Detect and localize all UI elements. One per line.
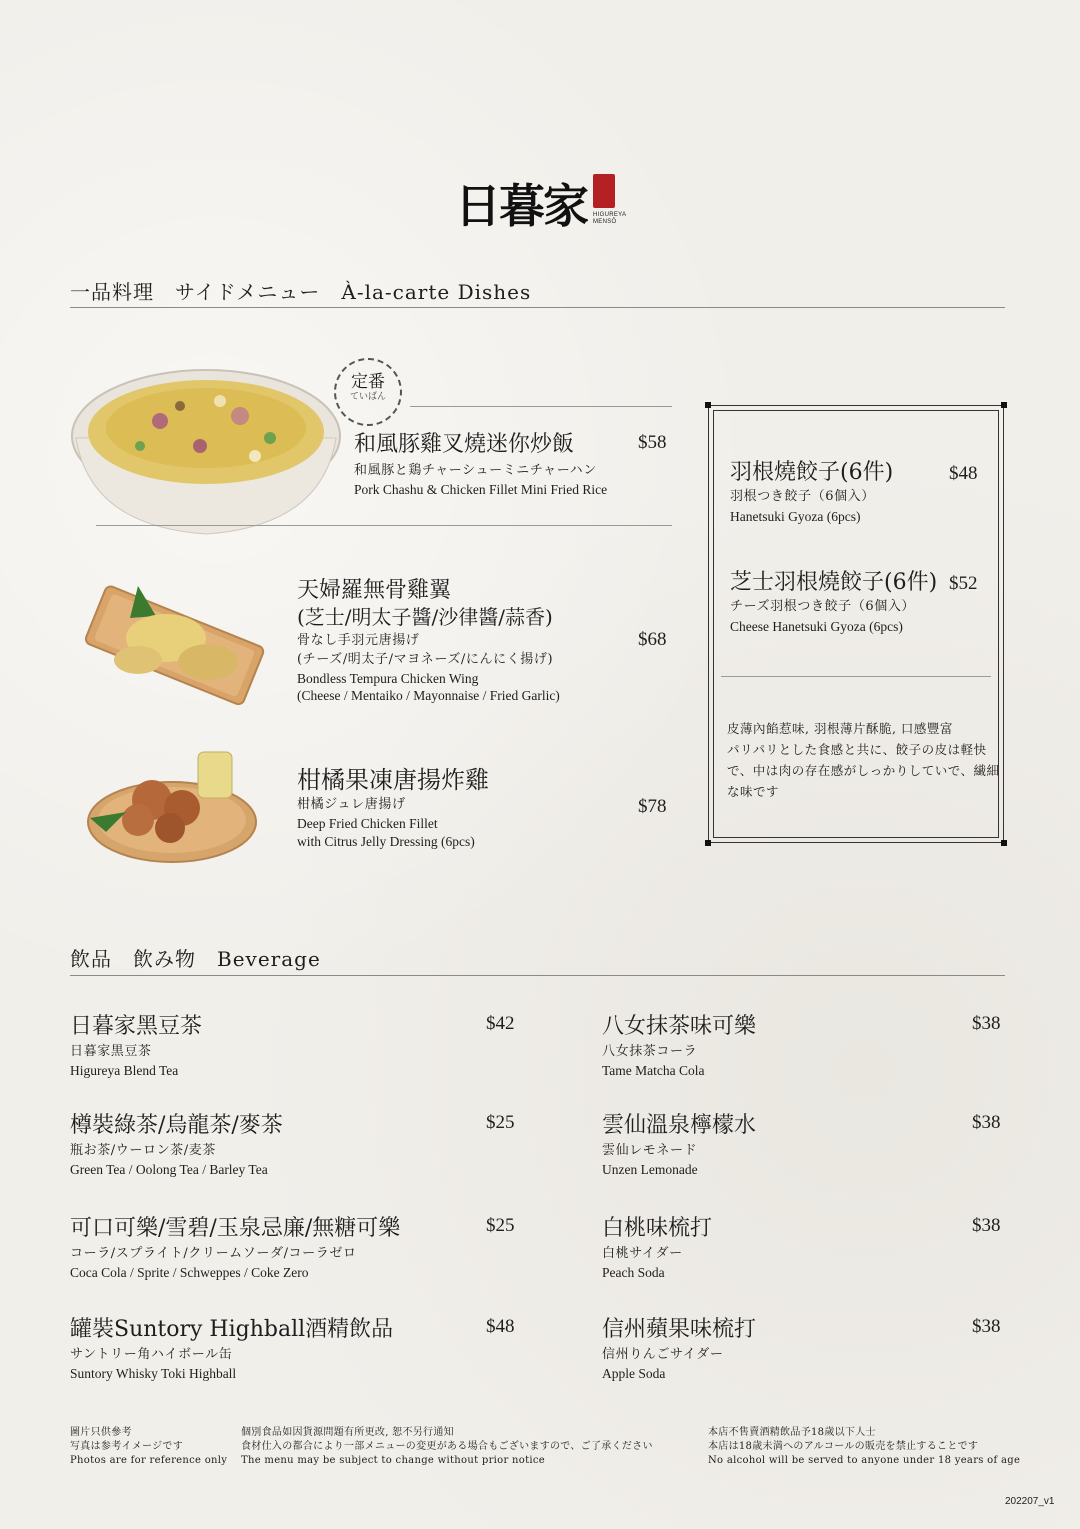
item-jp: 柑橘ジュレ唐揚げ xyxy=(297,797,406,812)
badge-rule xyxy=(410,406,672,407)
beverage-jp: 信州りんごサイダー xyxy=(602,1347,724,1362)
beverage-jp: 八女抹茶コーラ xyxy=(602,1044,698,1059)
item-en: Deep Fried Chicken Fillet xyxy=(297,816,438,831)
beverage-en: Suntory Whisky Toki Highball xyxy=(70,1366,237,1381)
item-price: $58 xyxy=(638,432,667,453)
beverage-name: 可口可樂/雪碧/玉泉忌廉/無糖可樂 xyxy=(70,1216,401,1241)
beverage-jp: サントリー角ハイボール缶 xyxy=(70,1347,233,1362)
fried-chicken-image xyxy=(86,748,258,866)
alacarte-section-title: 一品料理 サイドメニュー À-la-carte Dishes xyxy=(70,280,532,304)
item-jp-options: (チーズ/明太子/マヨネーズ/にんにく揚げ) xyxy=(297,652,554,667)
beverage-name: 雲仙溫泉檸檬水 xyxy=(602,1113,757,1138)
beverage-name: 樽裝綠茶/烏龍茶/麥茶 xyxy=(70,1113,283,1138)
beverage-price: $25 xyxy=(486,1112,515,1133)
gyoza-name: 芝士羽根燒餃子(6件) xyxy=(730,570,938,595)
item-jp: 和風豚と鶏チャーシューミニチャーハン xyxy=(354,463,597,478)
frame-corner xyxy=(705,840,711,846)
footer-change-note: 個別食品如因貨源問題有所更改, 恕不另行通知 xyxy=(241,1427,454,1438)
frame-corner xyxy=(1001,402,1007,408)
item-en: Bondless Tempura Chicken Wing xyxy=(297,671,479,686)
beverage-section-title: 飲品 飲み物 Beverage xyxy=(70,947,321,971)
beverage-en: Peach Soda xyxy=(602,1265,665,1280)
item-en-detail: with Citrus Jelly Dressing (6pcs) xyxy=(297,834,475,849)
item-name: 柑橘果凍唐揚炸雞 xyxy=(297,766,489,794)
logo-seal xyxy=(593,174,615,208)
beverage-jp: コーラ/スプライト/クリームソーダ/コーラゼロ xyxy=(70,1246,357,1261)
beverage-en: Apple Soda xyxy=(602,1366,666,1381)
gyoza-en: Hanetsuki Gyoza (6pcs) xyxy=(730,509,861,524)
gyoza-price: $48 xyxy=(949,463,978,484)
signature-badge xyxy=(334,358,402,426)
beverage-price: $38 xyxy=(972,1316,1001,1337)
badge-main-text: 定番 xyxy=(351,372,385,392)
gyoza-name: 羽根燒餃子(6件) xyxy=(730,460,894,485)
gyoza-en: Cheese Hanetsuki Gyoza (6pcs) xyxy=(730,619,903,634)
gyoza-note-line: 皮薄內餡惹味, 羽根薄片酥脆, 口感豐富 xyxy=(727,721,953,736)
beverage-jp: 瓶お茶/ウーロン茶/麦茶 xyxy=(70,1143,216,1158)
fried-rice-image xyxy=(70,366,342,536)
chicken-wing-image xyxy=(78,576,270,712)
footer-alcohol-note: 本店不售賣酒精飲品予18歲以下人士 xyxy=(708,1427,876,1438)
section-divider xyxy=(70,307,1005,308)
beverage-en: Unzen Lemonade xyxy=(602,1162,698,1177)
item-divider xyxy=(96,525,672,526)
footer-alcohol-note: 本店は18歳未満へのアルコールの販売を禁止することです xyxy=(708,1441,979,1452)
item-name-options: (芝士/明太子醬/沙律醬/蒜香) xyxy=(297,605,553,629)
beverage-price: $38 xyxy=(972,1215,1001,1236)
beverage-en: Coca Cola / Sprite / Schweppes / Coke Zero xyxy=(70,1265,309,1280)
beverage-price: $38 xyxy=(972,1013,1001,1034)
beverage-name: 日暮家黑豆茶 xyxy=(70,1014,203,1039)
gyoza-price: $52 xyxy=(949,573,978,594)
beverage-price: $42 xyxy=(486,1013,515,1034)
footer-change-note: The menu may be subject to change without prior notice xyxy=(241,1455,546,1466)
footer-photo-note: 圖片只供參考 xyxy=(70,1427,132,1438)
badge-sub-text: ていばん xyxy=(349,392,386,402)
frame-corner xyxy=(705,402,711,408)
menu-version: 202207_v1 xyxy=(1005,1496,1055,1507)
item-name: 和風豚雞叉燒迷你炒飯 xyxy=(354,432,575,457)
beverage-name: 信州蘋果味梳打 xyxy=(602,1317,757,1342)
logo-english: HIGUREYA MENSŌ xyxy=(593,212,627,225)
beverage-en: Tame Matcha Cola xyxy=(602,1063,705,1078)
footer-alcohol-note: No alcohol will be served to anyone under 18 years of age xyxy=(708,1455,1021,1466)
beverage-name: 八女抹茶味可樂 xyxy=(602,1014,757,1039)
beverage-name: 罐裝Suntory Highball酒精飲品 xyxy=(70,1317,394,1342)
beverage-jp: 雲仙レモネード xyxy=(602,1143,698,1158)
gyoza-jp: チーズ羽根つき餃子（6個入） xyxy=(730,599,916,614)
frame-corner xyxy=(1001,840,1007,846)
footer-change-note: 食材仕入の都合により一部メニューの変更がある場合もございますので、ご了承ください xyxy=(241,1441,653,1452)
item-en: Pork Chashu & Chicken Fillet Mini Fried Rice xyxy=(354,482,608,497)
restaurant-logo xyxy=(455,168,625,238)
item-name: 天婦羅無骨雞翼 xyxy=(297,578,452,603)
beverage-jp: 白桃サイダー xyxy=(602,1246,683,1261)
beverage-en: Green Tea / Oolong Tea / Barley Tea xyxy=(70,1162,268,1177)
gyoza-note-line: で、中は肉の存在感がしっかりしていで、繊細 xyxy=(727,763,1000,778)
beverage-jp: 日暮家黒豆茶 xyxy=(70,1044,152,1059)
item-jp: 骨なし手羽元唐揚げ xyxy=(297,633,420,648)
beverage-en: Higureya Blend Tea xyxy=(70,1063,179,1078)
beverage-price: $25 xyxy=(486,1215,515,1236)
item-en-options: (Cheese / Mentaiko / Mayonnaise / Fried Garlic) xyxy=(297,688,560,703)
item-price: $78 xyxy=(638,796,667,817)
section-divider xyxy=(70,975,1005,976)
beverage-price: $38 xyxy=(972,1112,1001,1133)
item-price: $68 xyxy=(638,629,667,650)
footer-photo-note: Photos are for reference only xyxy=(70,1455,228,1466)
footer-photo-note: 写真は参考イメージです xyxy=(70,1441,183,1452)
gyoza-jp: 羽根つき餃子（6個入） xyxy=(730,489,875,504)
logo-wordmark: 日暮家 xyxy=(455,179,587,233)
beverage-name: 白桃味梳打 xyxy=(602,1216,713,1241)
gyoza-note-line: な味です xyxy=(727,784,780,799)
gyoza-divider xyxy=(721,676,991,677)
gyoza-note-line: パリパリとした食感と共に、餃子の皮は軽快 xyxy=(727,742,987,757)
beverage-price: $48 xyxy=(486,1316,515,1337)
